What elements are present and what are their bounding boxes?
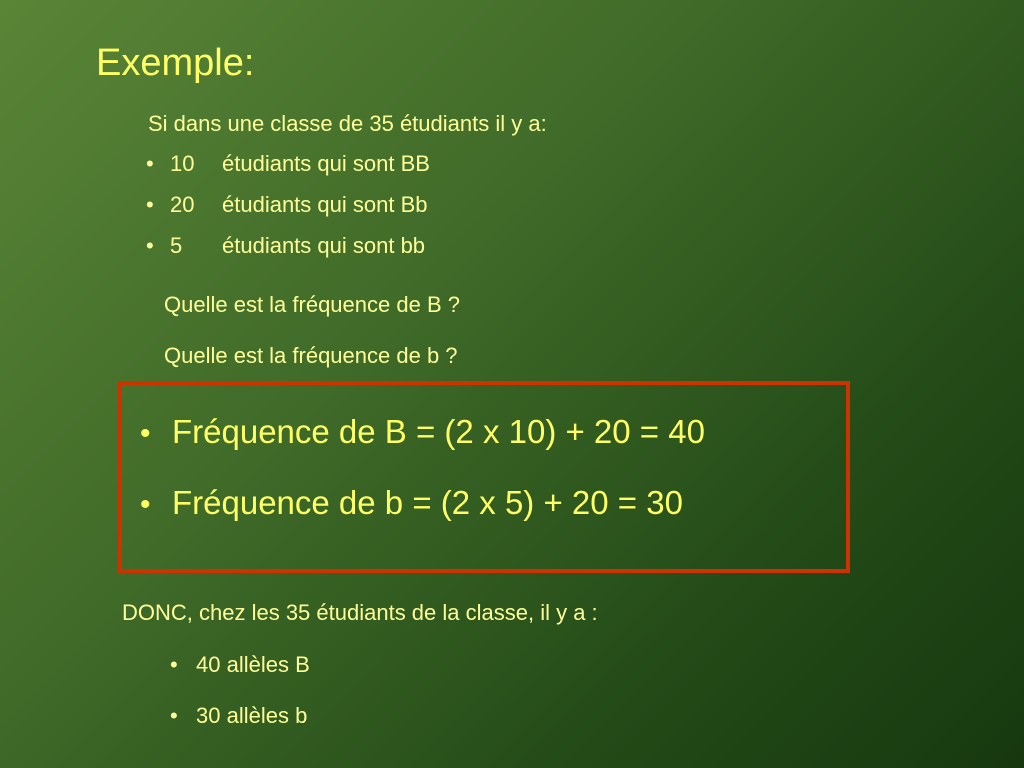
student-item-bb-recessive [146,233,425,259]
student-item-bb [146,151,430,177]
answer-text: Fréquence de b = (2 x 5) + 20 = 30 [172,484,683,521]
allele-item-B [170,652,310,678]
student-text: étudiants qui sont bb [222,233,426,258]
bullet-icon: • [146,233,154,258]
slide-title: Exemple: [96,42,255,84]
answer-box [118,381,850,573]
student-count: 5 [170,233,183,258]
student-text: étudiants qui sont Bb [222,192,428,217]
student-count: 10 [170,151,195,176]
bullet-icon: • [170,652,178,677]
bullet-icon: • [140,417,151,450]
bullet-icon: • [170,703,178,728]
conclusion-text: DONC, chez les 35 étudiants de la classe, il y a : [122,600,598,625]
bullet-icon: • [146,151,154,176]
allele-text: 30 allèles b [196,703,308,728]
bullet-icon: • [146,192,154,217]
answer-freq-b [140,484,683,522]
student-item-bb-hetero [146,192,427,218]
question-freq-b: Quelle est la fréquence de b ? [164,343,458,368]
answer-text: Fréquence de B = (2 x 10) + 20 = 40 [172,413,705,450]
question-freq-B: Quelle est la fréquence de B ? [164,292,460,317]
intro-text: Si dans une classe de 35 étudiants il y a: [148,111,547,136]
student-count: 20 [170,192,195,217]
student-text: étudiants qui sont BB [222,151,430,176]
allele-item-b [170,703,307,729]
allele-text: 40 allèles B [196,652,310,677]
answer-freq-B [140,413,705,451]
bullet-icon: • [140,488,151,521]
